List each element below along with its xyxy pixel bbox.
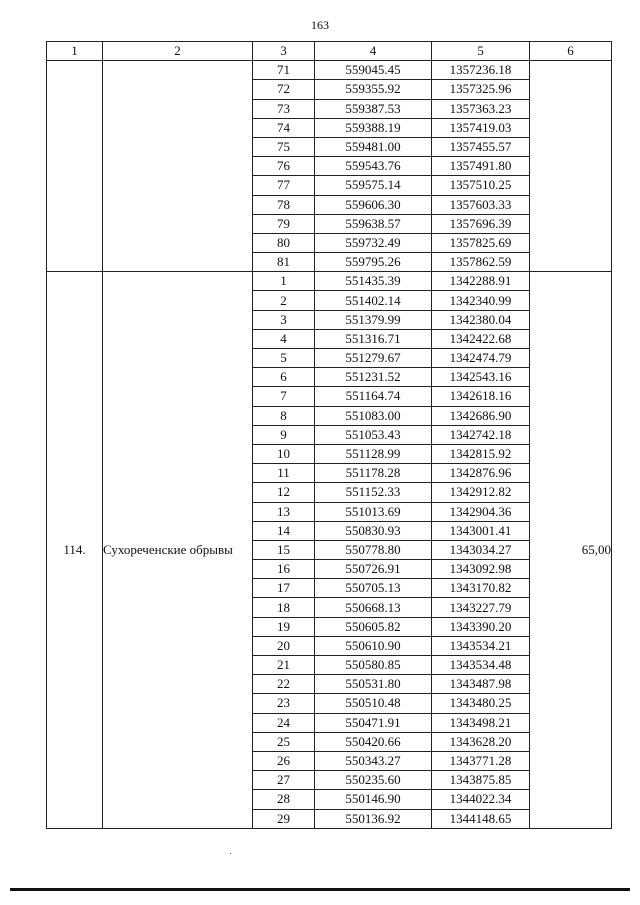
- x-coordinate-cell: 550235.60: [315, 771, 432, 790]
- header-col-5: 5: [432, 42, 530, 61]
- y-coordinate-cell: 1342288.91: [432, 272, 530, 291]
- point-number-cell: 20: [253, 636, 315, 655]
- point-number-cell: 1: [253, 272, 315, 291]
- x-coordinate-cell: 550146.90: [315, 790, 432, 809]
- y-coordinate-cell: 1344148.65: [432, 809, 530, 828]
- y-coordinate-cell: 1343227.79: [432, 598, 530, 617]
- object-name-cell: [103, 61, 253, 272]
- y-coordinate-cell: 1357510.25: [432, 176, 530, 195]
- point-number-cell: 10: [253, 444, 315, 463]
- object-number-cell: 114.: [47, 272, 103, 828]
- y-coordinate-cell: 1342904.36: [432, 502, 530, 521]
- x-coordinate-cell: 551083.00: [315, 406, 432, 425]
- x-coordinate-cell: 550726.91: [315, 560, 432, 579]
- point-number-cell: 75: [253, 137, 315, 156]
- y-coordinate-cell: 1343001.41: [432, 521, 530, 540]
- x-coordinate-cell: 551379.99: [315, 310, 432, 329]
- x-coordinate-cell: 550420.66: [315, 732, 432, 751]
- point-number-cell: 12: [253, 483, 315, 502]
- y-coordinate-cell: 1343534.48: [432, 656, 530, 675]
- y-coordinate-cell: 1357236.18: [432, 61, 530, 80]
- x-coordinate-cell: 550668.13: [315, 598, 432, 617]
- x-coordinate-cell: 551013.69: [315, 502, 432, 521]
- y-coordinate-cell: 1357455.57: [432, 137, 530, 156]
- area-cell: 65,00: [530, 272, 612, 828]
- point-number-cell: 72: [253, 80, 315, 99]
- y-coordinate-cell: 1342912.82: [432, 483, 530, 502]
- point-number-cell: 80: [253, 233, 315, 252]
- point-number-cell: 28: [253, 790, 315, 809]
- header-col-3: 3: [253, 42, 315, 61]
- point-number-cell: 9: [253, 425, 315, 444]
- table-row: [47, 272, 612, 291]
- y-coordinate-cell: 1342815.92: [432, 444, 530, 463]
- x-coordinate-cell: 551152.33: [315, 483, 432, 502]
- y-coordinate-cell: 1357419.03: [432, 118, 530, 137]
- x-coordinate-cell: 550136.92: [315, 809, 432, 828]
- y-coordinate-cell: 1343534.21: [432, 636, 530, 655]
- point-number-cell: 4: [253, 329, 315, 348]
- x-coordinate-cell: 559481.00: [315, 137, 432, 156]
- table-header-row: [47, 42, 612, 61]
- x-coordinate-cell: 559355.92: [315, 80, 432, 99]
- point-number-cell: 78: [253, 195, 315, 214]
- y-coordinate-cell: 1343628.20: [432, 732, 530, 751]
- x-coordinate-cell: 559575.14: [315, 176, 432, 195]
- y-coordinate-cell: 1343875.85: [432, 771, 530, 790]
- y-coordinate-cell: 1342474.79: [432, 349, 530, 368]
- x-coordinate-cell: 551128.99: [315, 444, 432, 463]
- y-coordinate-cell: 1343480.25: [432, 694, 530, 713]
- x-coordinate-cell: 550830.93: [315, 521, 432, 540]
- point-number-cell: 11: [253, 464, 315, 483]
- y-coordinate-cell: 1343771.28: [432, 751, 530, 770]
- x-coordinate-cell: 551178.28: [315, 464, 432, 483]
- point-number-cell: 22: [253, 675, 315, 694]
- y-coordinate-cell: 1342340.99: [432, 291, 530, 310]
- x-coordinate-cell: 550580.85: [315, 656, 432, 675]
- point-number-cell: 71: [253, 61, 315, 80]
- x-coordinate-cell: 559638.57: [315, 214, 432, 233]
- point-number-cell: 76: [253, 157, 315, 176]
- area-cell: [530, 61, 612, 272]
- point-number-cell: 79: [253, 214, 315, 233]
- x-coordinate-cell: 559045.45: [315, 61, 432, 80]
- y-coordinate-cell: 1343390.20: [432, 617, 530, 636]
- x-coordinate-cell: 550605.82: [315, 617, 432, 636]
- y-coordinate-cell: 1357363.23: [432, 99, 530, 118]
- y-coordinate-cell: 1342422.68: [432, 329, 530, 348]
- coordinates-table: [46, 41, 612, 829]
- point-number-cell: 23: [253, 694, 315, 713]
- point-number-cell: 24: [253, 713, 315, 732]
- table-body: [47, 61, 612, 829]
- y-coordinate-cell: 1357491.80: [432, 157, 530, 176]
- point-number-cell: 6: [253, 368, 315, 387]
- y-coordinate-cell: 1343487.98: [432, 675, 530, 694]
- x-coordinate-cell: 551435.39: [315, 272, 432, 291]
- point-number-cell: 16: [253, 560, 315, 579]
- point-number-cell: 7: [253, 387, 315, 406]
- y-coordinate-cell: 1357696.39: [432, 214, 530, 233]
- x-coordinate-cell: 551053.43: [315, 425, 432, 444]
- x-coordinate-cell: 550510.48: [315, 694, 432, 713]
- x-coordinate-cell: 551231.52: [315, 368, 432, 387]
- point-number-cell: 21: [253, 656, 315, 675]
- point-number-cell: 19: [253, 617, 315, 636]
- header-col-6: 6: [530, 42, 612, 61]
- point-number-cell: 5: [253, 349, 315, 368]
- table-row: [47, 61, 612, 80]
- point-number-cell: 74: [253, 118, 315, 137]
- y-coordinate-cell: 1343092.98: [432, 560, 530, 579]
- y-coordinate-cell: 1342686.90: [432, 406, 530, 425]
- point-number-cell: 77: [253, 176, 315, 195]
- x-coordinate-cell: 559606.30: [315, 195, 432, 214]
- x-coordinate-cell: 550531.80: [315, 675, 432, 694]
- y-coordinate-cell: 1342742.18: [432, 425, 530, 444]
- header-col-2: 2: [103, 42, 253, 61]
- y-coordinate-cell: 1342876.96: [432, 464, 530, 483]
- page-number: 163: [311, 18, 329, 32]
- point-number-cell: 14: [253, 521, 315, 540]
- point-number-cell: 73: [253, 99, 315, 118]
- point-number-cell: 3: [253, 310, 315, 329]
- y-coordinate-cell: 1344022.34: [432, 790, 530, 809]
- point-number-cell: 2: [253, 291, 315, 310]
- point-number-cell: 15: [253, 540, 315, 559]
- x-coordinate-cell: 551316.71: [315, 329, 432, 348]
- x-coordinate-cell: 559732.49: [315, 233, 432, 252]
- y-coordinate-cell: 1357325.96: [432, 80, 530, 99]
- x-coordinate-cell: 551402.14: [315, 291, 432, 310]
- y-coordinate-cell: 1343170.82: [432, 579, 530, 598]
- y-coordinate-cell: 1343034.27: [432, 540, 530, 559]
- x-coordinate-cell: 550471.91: [315, 713, 432, 732]
- x-coordinate-cell: 559543.76: [315, 157, 432, 176]
- point-number-cell: 13: [253, 502, 315, 521]
- x-coordinate-cell: 550610.90: [315, 636, 432, 655]
- point-number-cell: 18: [253, 598, 315, 617]
- point-number-cell: 29: [253, 809, 315, 828]
- x-coordinate-cell: 550705.13: [315, 579, 432, 598]
- point-number-cell: 27: [253, 771, 315, 790]
- x-coordinate-cell: 550778.80: [315, 540, 432, 559]
- y-coordinate-cell: 1357862.59: [432, 253, 530, 272]
- point-number-cell: 81: [253, 253, 315, 272]
- y-coordinate-cell: 1357603.33: [432, 195, 530, 214]
- point-number-cell: 8: [253, 406, 315, 425]
- y-coordinate-cell: 1342380.04: [432, 310, 530, 329]
- y-coordinate-cell: 1342543.16: [432, 368, 530, 387]
- x-coordinate-cell: 559795.26: [315, 253, 432, 272]
- page-bottom-rule: [10, 888, 630, 891]
- x-coordinate-cell: 551279.67: [315, 349, 432, 368]
- point-number-cell: 26: [253, 751, 315, 770]
- x-coordinate-cell: 559388.19: [315, 118, 432, 137]
- stray-dot: [230, 853, 231, 854]
- object-name-cell: Сухореченские обрывы: [103, 272, 253, 828]
- header-col-1: 1: [47, 42, 103, 61]
- y-coordinate-cell: 1342618.16: [432, 387, 530, 406]
- point-number-cell: 25: [253, 732, 315, 751]
- y-coordinate-cell: 1343498.21: [432, 713, 530, 732]
- x-coordinate-cell: 551164.74: [315, 387, 432, 406]
- header-col-4: 4: [315, 42, 432, 61]
- x-coordinate-cell: 550343.27: [315, 751, 432, 770]
- point-number-cell: 17: [253, 579, 315, 598]
- object-number-cell: [47, 61, 103, 272]
- y-coordinate-cell: 1357825.69: [432, 233, 530, 252]
- x-coordinate-cell: 559387.53: [315, 99, 432, 118]
